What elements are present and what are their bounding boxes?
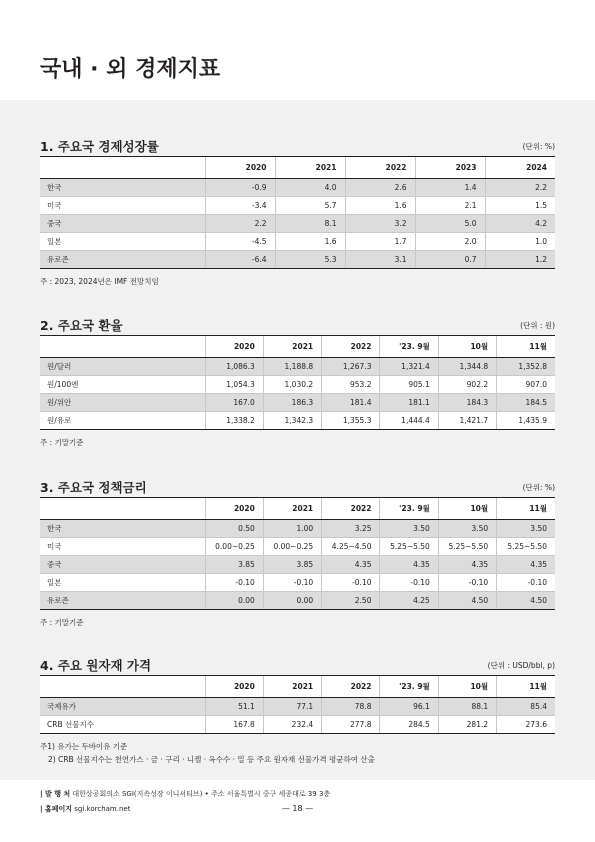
header-cell: 2021 <box>263 336 321 358</box>
value-cell: -6.4 <box>205 251 275 269</box>
value-cell: 1,188.8 <box>263 358 321 376</box>
value-cell: 4.35 <box>497 556 555 574</box>
header-cell: 2021 <box>263 498 321 520</box>
row-label: 중국 <box>40 215 205 233</box>
row-label: 원/달러 <box>40 358 205 376</box>
value-cell: 1,352.8 <box>497 358 555 376</box>
value-cell: 4.35 <box>380 556 438 574</box>
header-row <box>40 676 555 698</box>
header-cell: '23. 9월 <box>380 336 438 358</box>
value-cell: 0.50 <box>205 520 263 538</box>
row-label: 원/유로 <box>40 412 205 430</box>
value-cell: 167.8 <box>205 716 263 734</box>
value-cell: 4.35 <box>322 556 380 574</box>
table-row <box>40 215 555 233</box>
header-cell-label <box>40 157 205 179</box>
value-cell: 1,342.3 <box>263 412 321 430</box>
value-cell: 4.50 <box>438 592 496 610</box>
header-cell: 2020 <box>205 157 275 179</box>
table-row <box>40 376 555 394</box>
table-row <box>40 197 555 215</box>
header-cell: 2022 <box>322 336 380 358</box>
header-cell: 2023 <box>415 157 485 179</box>
section-exchange-rates <box>40 316 555 449</box>
value-cell: 77.1 <box>263 698 321 716</box>
notes <box>40 616 555 629</box>
value-cell: 5.3 <box>275 251 345 269</box>
page-header <box>0 0 595 100</box>
table-row <box>40 358 555 376</box>
value-cell: 4.0 <box>275 179 345 197</box>
value-cell: -0.9 <box>205 179 275 197</box>
value-cell: 1,355.3 <box>322 412 380 430</box>
value-cell: 4.50 <box>497 592 555 610</box>
value-cell: 3.50 <box>497 520 555 538</box>
value-cell: 284.5 <box>380 716 438 734</box>
header-cell: '23. 9월 <box>380 676 438 698</box>
value-cell: 181.4 <box>322 394 380 412</box>
value-cell: -3.4 <box>205 197 275 215</box>
header-cell-label <box>40 336 205 358</box>
value-cell: 1,054.3 <box>205 376 263 394</box>
homepage-label: | 홈페이지 <box>40 805 73 813</box>
notes <box>40 275 555 288</box>
value-cell: 1.2 <box>485 251 555 269</box>
value-cell: 2.1 <box>415 197 485 215</box>
value-cell: 1,344.8 <box>438 358 496 376</box>
table-row <box>40 179 555 197</box>
header-cell: 11월 <box>497 336 555 358</box>
value-cell: 0.00~0.25 <box>205 538 263 556</box>
value-cell: 0.7 <box>415 251 485 269</box>
value-cell: 1.4 <box>415 179 485 197</box>
value-cell: 902.2 <box>438 376 496 394</box>
data-table <box>40 335 555 430</box>
value-cell: 273.6 <box>497 716 555 734</box>
homepage-link[interactable]: sgi.korcham.net <box>74 805 131 813</box>
value-cell: -0.10 <box>205 574 263 592</box>
value-cell: 277.8 <box>322 716 380 734</box>
footnote: 주1) 유가는 두바이유 기준 <box>40 742 128 751</box>
header-row <box>40 336 555 358</box>
publisher-info: 대한상공회의소 SGI(지속성장 이니셔티브) • 주소 서울특별시 중구 세종대로 39 3층 <box>72 790 331 798</box>
value-cell: 167.0 <box>205 394 263 412</box>
table-row <box>40 233 555 251</box>
header-cell: 10월 <box>438 336 496 358</box>
header-cell: 10월 <box>438 676 496 698</box>
header-row <box>40 157 555 179</box>
header-cell: 2020 <box>205 498 263 520</box>
value-cell: -0.10 <box>263 574 321 592</box>
notes <box>40 740 555 766</box>
unit-label: (단위 : USD/bbl, p) <box>487 661 555 670</box>
header-cell: 2022 <box>345 157 415 179</box>
value-cell: -0.10 <box>380 574 438 592</box>
page-title: 국내 · 외 경제지표 <box>40 57 221 82</box>
footnote: 주 : 기말기준 <box>40 618 84 627</box>
row-label: 유로존 <box>40 251 205 269</box>
value-cell: -0.10 <box>438 574 496 592</box>
value-cell: 3.50 <box>380 520 438 538</box>
value-cell: 281.2 <box>438 716 496 734</box>
data-table <box>40 497 555 610</box>
value-cell: 186.3 <box>263 394 321 412</box>
value-cell: 0.00 <box>263 592 321 610</box>
value-cell: 1,435.9 <box>497 412 555 430</box>
header-cell: 2020 <box>205 336 263 358</box>
value-cell: 907.0 <box>497 376 555 394</box>
table-row <box>40 574 555 592</box>
value-cell: 3.25 <box>322 520 380 538</box>
value-cell: 1.0 <box>485 233 555 251</box>
value-cell: 181.1 <box>380 394 438 412</box>
header-cell-label <box>40 498 205 520</box>
value-cell: 3.85 <box>205 556 263 574</box>
section-title: 3. 주요국 정책금리 <box>40 480 147 495</box>
row-label: 일본 <box>40 233 205 251</box>
data-table <box>40 156 555 269</box>
table-row <box>40 251 555 269</box>
row-label: 국제유가 <box>40 698 205 716</box>
row-label: 유로존 <box>40 592 205 610</box>
section-title: 1. 주요국 경제성장률 <box>40 139 159 154</box>
section-title: 4. 주요 원자재 가격 <box>40 658 152 673</box>
value-cell: 905.1 <box>380 376 438 394</box>
header-cell: 2021 <box>275 157 345 179</box>
section-policy-rates <box>40 478 555 629</box>
header-cell-label <box>40 676 205 698</box>
table-row <box>40 412 555 430</box>
row-label: CRB 선물지수 <box>40 716 205 734</box>
value-cell: 1,338.2 <box>205 412 263 430</box>
section-title: 2. 주요국 환율 <box>40 318 123 333</box>
header-cell: 2021 <box>263 676 321 698</box>
value-cell: 5.7 <box>275 197 345 215</box>
value-cell: 8.1 <box>275 215 345 233</box>
value-cell: 2.6 <box>345 179 415 197</box>
header-row <box>40 498 555 520</box>
value-cell: 2.2 <box>205 215 275 233</box>
value-cell: 4.35 <box>438 556 496 574</box>
value-cell: -0.10 <box>497 574 555 592</box>
section-commodity-prices <box>40 656 555 766</box>
header-cell: 11월 <box>497 498 555 520</box>
header-cell: 11월 <box>497 676 555 698</box>
value-cell: 3.85 <box>263 556 321 574</box>
value-cell: 0.00 <box>205 592 263 610</box>
value-cell: 5.25~5.50 <box>438 538 496 556</box>
header-cell: 2022 <box>322 676 380 698</box>
page-number: — 18 — <box>281 804 314 813</box>
value-cell: 78.8 <box>322 698 380 716</box>
row-label: 미국 <box>40 197 205 215</box>
value-cell: 2.50 <box>322 592 380 610</box>
value-cell: 4.25~4.50 <box>322 538 380 556</box>
value-cell: 232.4 <box>263 716 321 734</box>
table-row <box>40 394 555 412</box>
value-cell: 5.0 <box>415 215 485 233</box>
value-cell: 3.1 <box>345 251 415 269</box>
value-cell: 2.2 <box>485 179 555 197</box>
value-cell: -4.5 <box>205 233 275 251</box>
value-cell: 3.2 <box>345 215 415 233</box>
value-cell: 1.7 <box>345 233 415 251</box>
table-row <box>40 520 555 538</box>
footnote: 2) CRB 선물지수는 천연가스 · 금 · 구리 · 니켈 · 옥수수 · 밀 등 주요 원자재 선물가격 평균하여 산출 <box>48 755 375 764</box>
value-cell: 96.1 <box>380 698 438 716</box>
row-label: 원/위안 <box>40 394 205 412</box>
header-cell: 2020 <box>205 676 263 698</box>
value-cell: 5.25~5.50 <box>380 538 438 556</box>
header-cell: 2024 <box>485 157 555 179</box>
value-cell: 1,321.4 <box>380 358 438 376</box>
unit-label: (단위: %) <box>522 142 555 151</box>
value-cell: 184.5 <box>497 394 555 412</box>
row-label: 한국 <box>40 179 205 197</box>
header-cell: 10월 <box>438 498 496 520</box>
section-gdp-growth <box>40 137 555 288</box>
unit-label: (단위: %) <box>522 483 555 492</box>
value-cell: 85.4 <box>497 698 555 716</box>
value-cell: 1.00 <box>263 520 321 538</box>
table-row <box>40 538 555 556</box>
value-cell: 1.6 <box>275 233 345 251</box>
value-cell: 1,267.3 <box>322 358 380 376</box>
header-cell: '23. 9월 <box>380 498 438 520</box>
value-cell: 5.25~5.50 <box>497 538 555 556</box>
value-cell: 184.3 <box>438 394 496 412</box>
value-cell: 4.2 <box>485 215 555 233</box>
value-cell: 4.25 <box>380 592 438 610</box>
value-cell: 1.5 <box>485 197 555 215</box>
value-cell: 2.0 <box>415 233 485 251</box>
footnote: 주 : 기말기준 <box>40 438 84 447</box>
value-cell: 1,444.4 <box>380 412 438 430</box>
data-table <box>40 675 555 734</box>
row-label: 원/100엔 <box>40 376 205 394</box>
row-label: 중국 <box>40 556 205 574</box>
table-row <box>40 716 555 734</box>
value-cell: 1,421.7 <box>438 412 496 430</box>
value-cell: 88.1 <box>438 698 496 716</box>
table-row <box>40 556 555 574</box>
row-label: 일본 <box>40 574 205 592</box>
table-row <box>40 592 555 610</box>
unit-label: (단위 : 원) <box>520 321 555 330</box>
value-cell: 1.6 <box>345 197 415 215</box>
value-cell: 1,030.2 <box>263 376 321 394</box>
value-cell: 1,086.3 <box>205 358 263 376</box>
value-cell: 3.50 <box>438 520 496 538</box>
value-cell: -0.10 <box>322 574 380 592</box>
header-cell: 2022 <box>322 498 380 520</box>
value-cell: 0.00~0.25 <box>263 538 321 556</box>
footnote: 주 : 2023, 2024년은 IMF 전망치임 <box>40 277 159 286</box>
value-cell: 953.2 <box>322 376 380 394</box>
row-label: 한국 <box>40 520 205 538</box>
publisher-label: | 발 행 처 <box>40 790 71 798</box>
row-label: 미국 <box>40 538 205 556</box>
value-cell: 51.1 <box>205 698 263 716</box>
table-row <box>40 698 555 716</box>
notes <box>40 436 555 449</box>
